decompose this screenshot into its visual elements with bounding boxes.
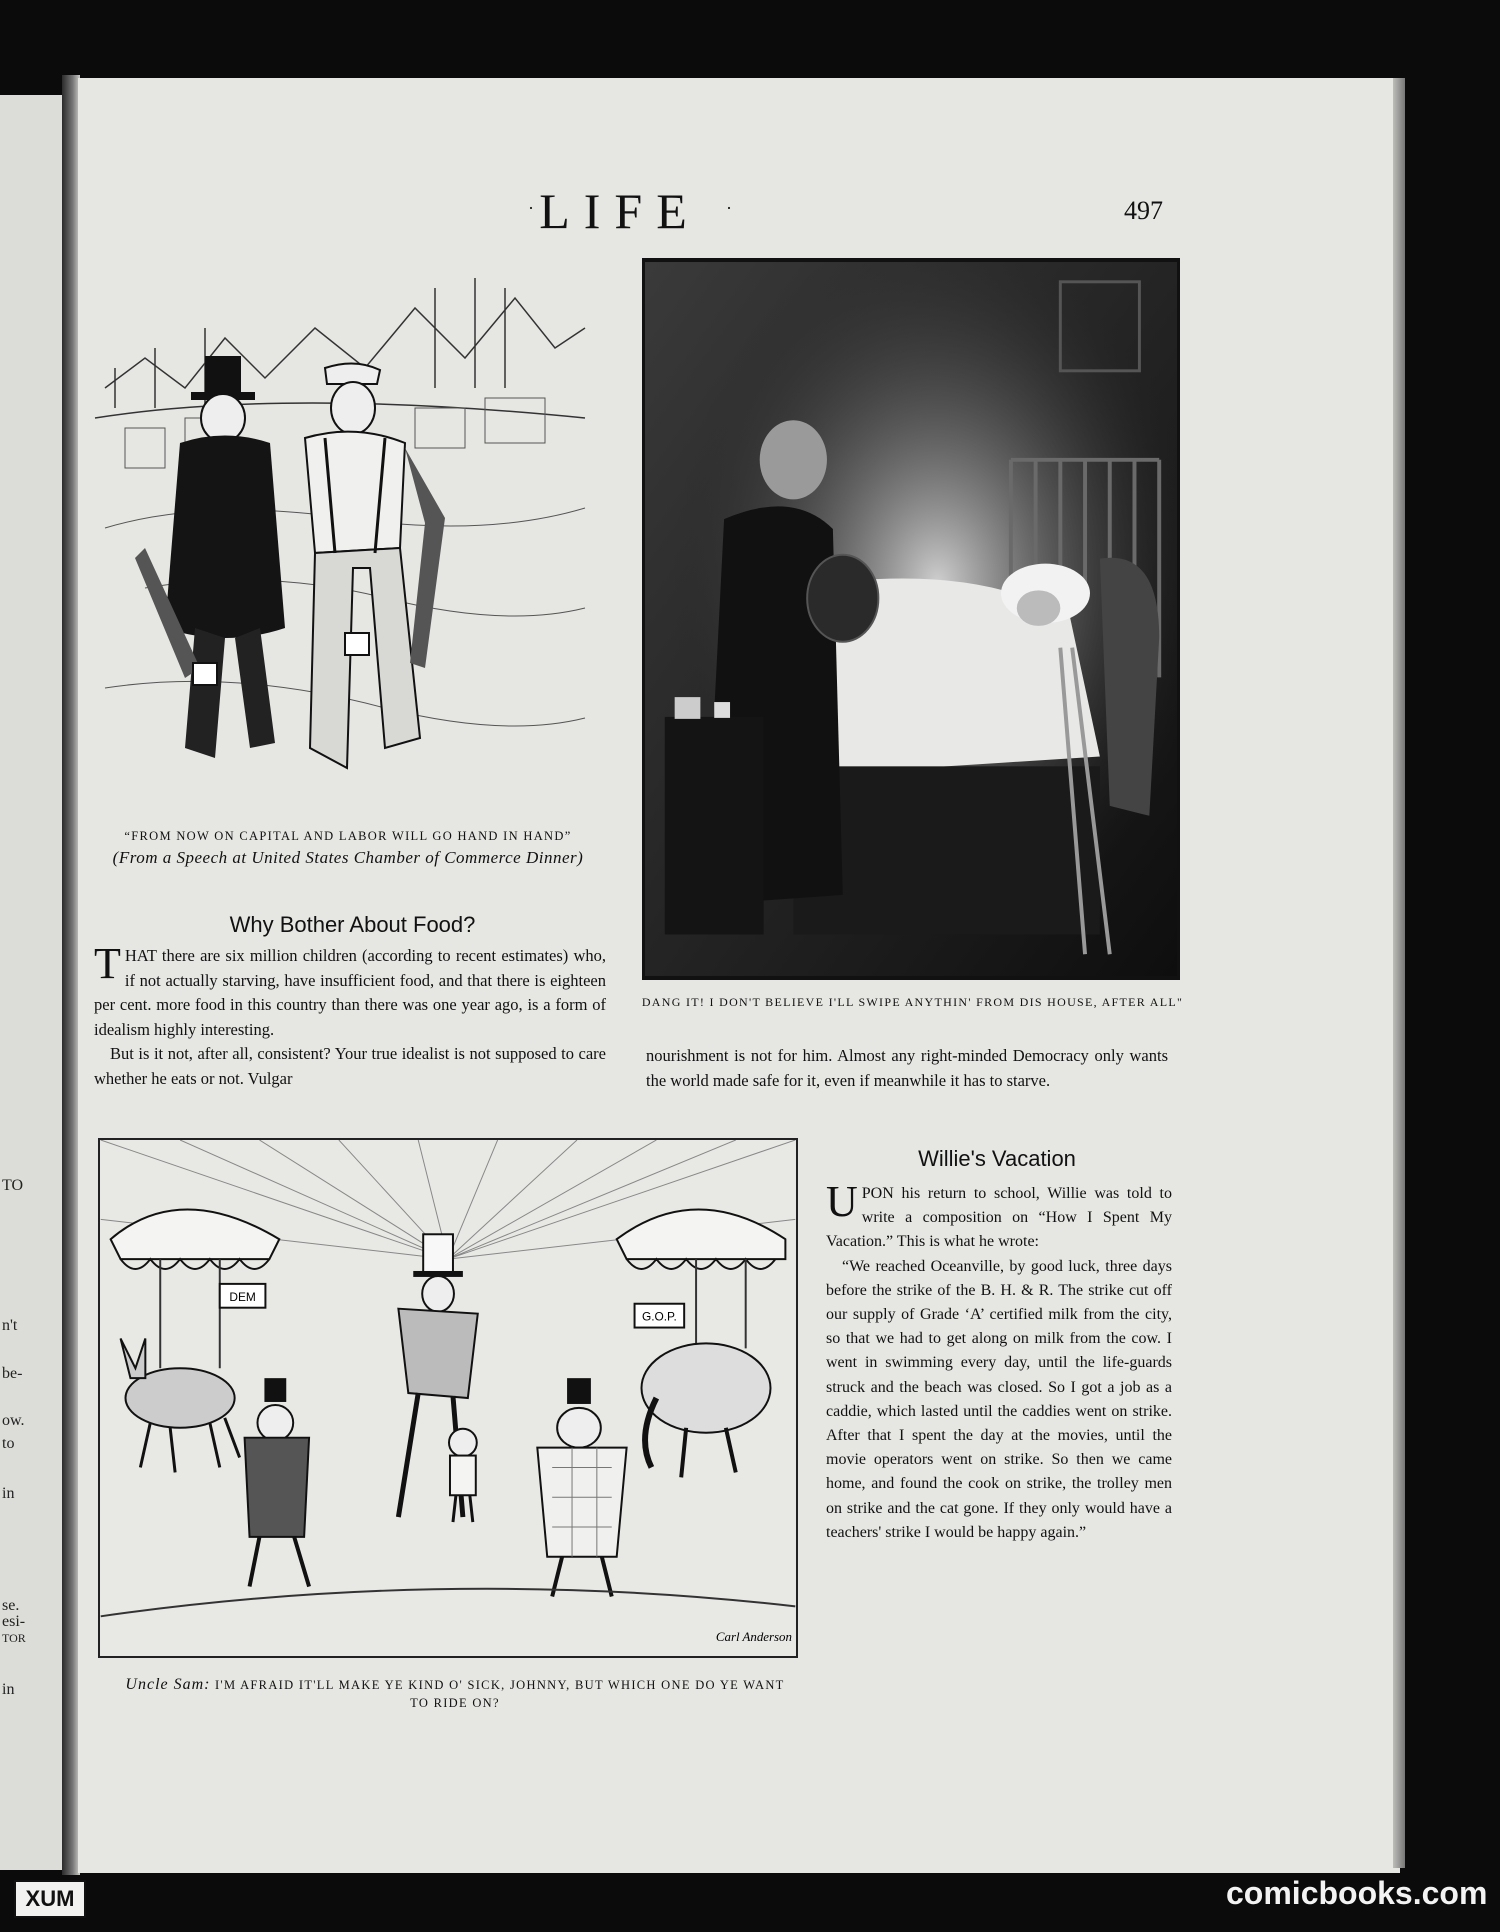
carousel-speaker: Uncle Sam: (125, 1676, 211, 1693)
burglar-caption: DANG IT! I DON'T BELIEVE I'LL SWIPE ANYTHIN' FROM DIS HOUSE, AFTER ALL" (641, 995, 1184, 1009)
carousel-drawing (100, 1140, 796, 1656)
sign-dem: DEM (229, 1289, 256, 1304)
margin-fragment: ow. (2, 1412, 25, 1429)
page-number: 497 (1124, 196, 1163, 225)
willie-article-body (826, 1177, 1172, 1545)
capital-labor-source: (From a Speech at United States Chamber of Commerce Dinner) (112, 848, 584, 867)
scan-tag-label: XUM (14, 1880, 86, 1918)
food-dropcap: T (94, 939, 121, 988)
masthead-ornament: · (528, 198, 534, 218)
margin-fragment: n't (2, 1317, 18, 1334)
willie-article-heading: Willie's Vacation (918, 1146, 1076, 1171)
food-article-paragraph (94, 939, 606, 1042)
willie-paragraph-2: “We reached Oceanville, by good luck, three days before the strike of the B. H. & R. The strike cut off our supply of Grade ‘A’ certified milk from the city, so that we had to get along on milk from the cow. I went in swimming every day, until the life-guards struck and the beach was closed. So I got a job as a caddie, which lasted until the caddies went on strike. After that I spent the day at the movies, until the movie operators went on strike. So then we came home, and found the cook on strike, the trolley men on strike and the cat gone. If they only would have a teachers' strike I would be happy again.” (826, 1257, 1172, 1541)
carousel-signature: Carl Anderson (715, 1630, 792, 1645)
carousel-cartoon (98, 1138, 798, 1658)
margin-fragment: esi- (2, 1613, 26, 1630)
margin-fragment: TO (2, 1177, 24, 1194)
masthead-ornament: · (726, 198, 732, 218)
food-article-heading: Why Bother About Food? (229, 912, 476, 937)
margin-fragment: se. (2, 1597, 20, 1614)
food-paragraph-3: nourishment is not for him. Almost any right-minded Democracy only wants the world made safe for it, even if meanwhile it has to starve. (646, 1046, 1168, 1090)
watermark-text: comicbooks.com (1226, 1875, 1488, 1911)
masthead-title: LIFE (539, 183, 701, 239)
food-paragraph-1: HAT there are six million children (according to recent estimates) who, if not actually starving, have insufficient food, and that there is eighteen per cent. more food in this country than there was one year ago, is a form of idealism highly interesting. (94, 946, 606, 1039)
carousel-caption-text: I'M AFRAID IT'LL MAKE YE KIND O' SICK, JOHNNY, BUT WHICH ONE DO YE WANT TO RIDE ON? (214, 1678, 785, 1710)
margin-fragment: in (2, 1681, 15, 1698)
margin-fragment: in (2, 1485, 15, 1502)
willie-paragraph-1: PON his return to school, Willie was told to write a composition on “How I Spent My Vacation.” This is what he wrote: (826, 1185, 1172, 1251)
burglar-painting (642, 258, 1180, 980)
margin-fragment: TOR (2, 1631, 26, 1645)
sign-gop: G.O.P. (641, 1309, 677, 1324)
margin-fragment: be- (2, 1365, 23, 1382)
page-edge-shadow (1393, 78, 1405, 1868)
capital-labor-drawing (85, 268, 595, 823)
capital-labor-cartoon (85, 268, 595, 823)
burglar-painting-image (645, 261, 1177, 977)
capital-labor-caption: “FROM NOW ON CAPITAL AND LABOR WILL GO HAND IN HAND” (124, 829, 572, 843)
previous-page-edge (0, 95, 62, 1870)
margin-fragment: to (2, 1435, 15, 1452)
willie-dropcap: U (826, 1177, 858, 1226)
carousel-caption (115, 1676, 795, 1712)
willie-article-paragraph (826, 1177, 1172, 1255)
food-article-body (94, 939, 606, 1091)
food-paragraph-2: But is it not, after all, consistent? Your true idealist is not supposed to care whether he eats or not. Vulgar (94, 1044, 606, 1088)
